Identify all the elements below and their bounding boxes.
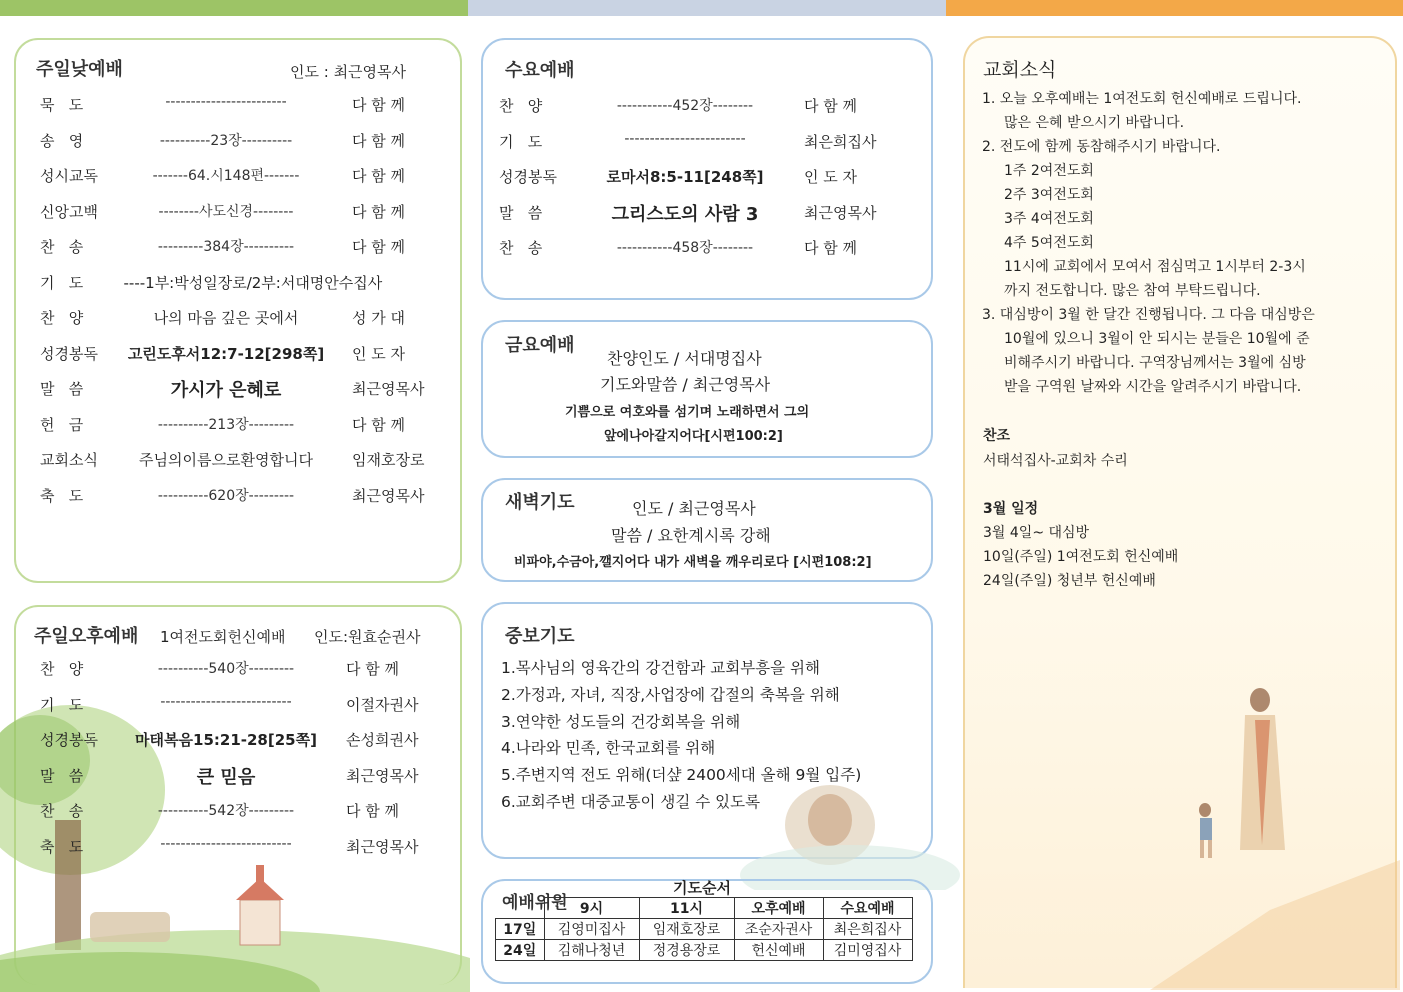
jesus-walking-with-child-illustration [1150,660,1400,990]
order-item-person: 다 함 께 [352,415,406,434]
order-item-label: 찬 양 [499,97,543,115]
table-cell: 17일 [496,919,545,940]
order-item-content: 주님의이름으로환영합니다 [139,451,313,469]
order-item-label: 말 씀 [40,380,84,398]
order-item-label: 기 도 [499,132,543,151]
table-cell: 조순자권사 [734,919,823,940]
order-item-person: 다 함 께 [346,660,400,678]
order-item-person: 다 함 께 [352,96,406,114]
order-item-content: ----------213장--------- [157,416,295,433]
intercession-item: 2.가정과, 자녀, 직장,사업장에 갑절의 축복을 위해 [501,685,840,704]
order-item-content: 큰 믿음 [196,766,256,788]
order-item-content: ----1부:박성일장로/2부:서대명안수집사 [123,273,383,292]
order-item-person: 최근영목사 [804,203,877,222]
dawn-prayer-sermon: 말씀 / 요한계시록 강해 [611,526,771,545]
order-item-content: ----------542장--------- [157,803,295,819]
order-item-content: 가시가 은혜로 [170,380,282,401]
news-item: 1. 오늘 오후예배는 1여전도회 헌신예배로 드립니다. [982,91,1302,107]
order-item-person: 최근영목사 [352,486,425,505]
order-item-person: 다 함 께 [352,131,406,150]
order-item-label: 성경봉독 [499,168,557,186]
prayer-order-title: 기도순서 [673,879,731,897]
order-item-label: 기 도 [40,273,84,292]
order-item-label: 신앙고백 [40,202,98,221]
table-header-cell: 수요예배 [823,898,912,919]
order-item-person: 다 함 께 [352,238,406,256]
top-stripe-orange [946,0,1403,16]
order-item-label: 송 영 [40,131,84,150]
news-item: 2주 3여전도회 [1004,187,1094,203]
order-item-label: 말 씀 [40,766,84,785]
intercession-title: 중보기도 [505,626,575,647]
news-item: 10월에 있으니 3월이 안 되시는 분들은 10월에 준 [1004,331,1310,347]
order-item-label: 성시교독 [40,167,98,185]
order-item-content: ------------------------ [624,130,746,147]
donation-text: 서태석집사-교회차 수리 [983,453,1128,469]
order-item-person: 인 도 자 [352,344,406,363]
dawn-prayer-verse: 비파야,수금아,깰지어다 내가 새벽을 깨우리로다 [시편108:2] [514,555,872,570]
order-item-content: ------------------------ [165,94,287,110]
news-item: 많은 은혜 받으시기 바랍니다. [1004,115,1185,131]
news-item: 3. 대심방이 3월 한 달간 진행됩니다. 그 다음 대심방은 [982,307,1315,323]
order-item-label: 찬 양 [40,660,84,678]
news-item: 1주 2여전도회 [1004,163,1094,179]
intercession-item: 1.목사님의 영육간의 강건함과 교회부흥을 위해 [501,659,820,677]
table-cell: 24일 [496,940,545,961]
order-item-content: ---------384장---------- [157,239,295,255]
order-item-person: 다 함 께 [804,239,858,257]
jesus-illustration [740,780,960,890]
table-header-cell: 11시 [639,898,734,919]
order-item-label: 교회소식 [40,451,98,469]
table-header-cell: 9시 [544,898,639,919]
friday-verse-line1: 기쁨으로 여호와를 섬기며 노래하면서 그의 [565,405,810,420]
table-row [496,940,913,961]
order-item-person: 다 함 께 [804,97,858,115]
table-cell: 김미영집사 [823,940,912,961]
order-item-person: 다 함 께 [346,802,400,820]
order-item-content: -------------------------- [160,835,292,852]
schedule-item: 3월 4일~ 대심방 [983,525,1090,541]
order-item-label: 기 도 [40,695,84,714]
friday-praise-leader: 찬양인도 / 서대명집사 [607,349,762,368]
order-item-label: 찬 양 [40,309,84,327]
prayer-order-table [495,897,913,961]
intercession-item: 3.연약한 성도들의 건강회복을 위해 [501,712,741,731]
top-stripe-green [0,0,468,16]
order-item-content: 고린도후서12:7-12[298쪽] [127,344,325,363]
table-cell: 헌신예배 [734,940,823,961]
table-cell: 최은희집사 [823,919,912,940]
order-item-content: -------64.시148편------- [152,168,300,184]
order-item-person: 손성희권사 [346,731,419,749]
schedule-item: 10일(주일) 1여전도회 헌신예배 [983,549,1179,565]
order-item-content: -------------------------- [160,693,292,710]
order-item-content: ----------620장--------- [157,487,295,504]
order-item-content: 마태복음15:21-28[25쪽] [135,731,317,749]
table-cell: 김영미집사 [544,919,639,940]
church-news-title: 교회소식 [983,59,1057,81]
order-item-label: 축 도 [40,486,84,505]
sunday-afternoon-leader: 인도:원효순권사 [314,628,421,646]
order-item-person: 다 함 께 [352,202,406,221]
order-item-label: 찬 송 [40,802,84,820]
donation-title: 찬조 [983,428,1011,444]
worship-committee-title: 예배위원 [502,893,568,913]
order-item-label: 묵 도 [40,96,84,114]
schedule-item: 24일(주일) 청년부 헌신예배 [983,573,1156,589]
table-cell: 임재호장로 [639,919,734,940]
sunday-morning-leader: 인도 : 최근영목사 [290,63,407,81]
friday-verse-line2: 앞에나아갈지어다[시편100:2] [604,429,783,444]
order-item-person: 이절자권사 [346,695,419,714]
intercession-item: 5.주변지역 전도 위해(더샾 2400세대 올해 9월 입주) [501,766,862,785]
intercession-item: 6.교회주변 대중교통이 생길 수 있도록 [501,793,761,811]
order-item-content: ----------540장--------- [157,661,295,677]
order-item-person: 다 함 께 [352,167,406,185]
table-header-row [496,898,913,919]
order-item-content: --------사도신경-------- [158,203,294,220]
order-item-content: 그리스도의 사람 3 [611,203,759,225]
top-stripe-blue [468,0,946,16]
order-item-content: -----------452장-------- [616,98,754,114]
friday-sermon-leader: 기도와말씀 / 최근영목사 [600,375,771,394]
order-item-person: 최근영목사 [346,766,419,785]
order-item-content: 나의 마음 깊은 곳에서 [153,309,299,327]
dawn-prayer-title: 새벽기도 [505,492,575,513]
intercession-item: 4.나라와 민족, 한국교회를 위해 [501,739,716,758]
news-item: 11시에 교회에서 모여서 점심먹고 1시부터 2-3시 [1004,259,1306,275]
news-item: 비해주시기 바랍니다. 구역장님께서는 3월에 심방 [1004,355,1306,371]
order-item-person: 최근영목사 [346,837,419,856]
sunday-afternoon-title: 주일오후예배 [34,626,139,647]
wednesday-title: 수요예배 [505,60,575,81]
order-item-label: 찬 송 [40,238,84,256]
order-item-person: 최은희집사 [804,132,877,151]
sunday-morning-title: 주일낮예배 [36,59,123,80]
order-item-label: 찬 송 [499,239,543,257]
friday-title: 금요예배 [505,335,575,356]
order-item-person: 임재호장로 [352,451,425,469]
order-item-content: -----------458장-------- [616,240,754,256]
news-item: 3주 4여전도회 [1004,211,1094,227]
order-item-content: ----------23장---------- [159,132,293,149]
schedule-title: 3월 일정 [983,501,1039,517]
order-item-label: 성경봉독 [40,344,98,363]
table-cell: 정경용장로 [639,940,734,961]
table-row [496,919,913,940]
table-header-cell [496,898,545,919]
order-item-label: 말 씀 [499,203,543,222]
order-item-person: 성 가 대 [352,309,406,327]
table-cell: 김해나청년 [544,940,639,961]
order-item-person: 인 도 자 [804,168,858,186]
news-item: 2. 전도에 함께 동참해주시기 바랍니다. [982,139,1221,155]
news-item: 까지 전도합니다. 많은 참여 부탁드립니다. [1004,283,1261,299]
order-item-label: 축 도 [40,837,84,856]
order-item-label: 헌 금 [40,415,84,434]
order-item-person: 최근영목사 [352,380,425,398]
table-header-cell: 오후예배 [734,898,823,919]
news-item: 4주 5여전도회 [1004,235,1094,251]
order-item-content: 로마서8:5-11[248쪽] [606,168,764,186]
news-item: 받을 구역원 날짜와 시간을 알려주시기 바랍니다. [1004,379,1302,395]
dawn-prayer-leader: 인도 / 최근영목사 [632,499,756,518]
sunday-afternoon-subtitle: 1여전도회헌신예배 [160,628,286,646]
order-item-label: 성경봉독 [40,731,98,749]
